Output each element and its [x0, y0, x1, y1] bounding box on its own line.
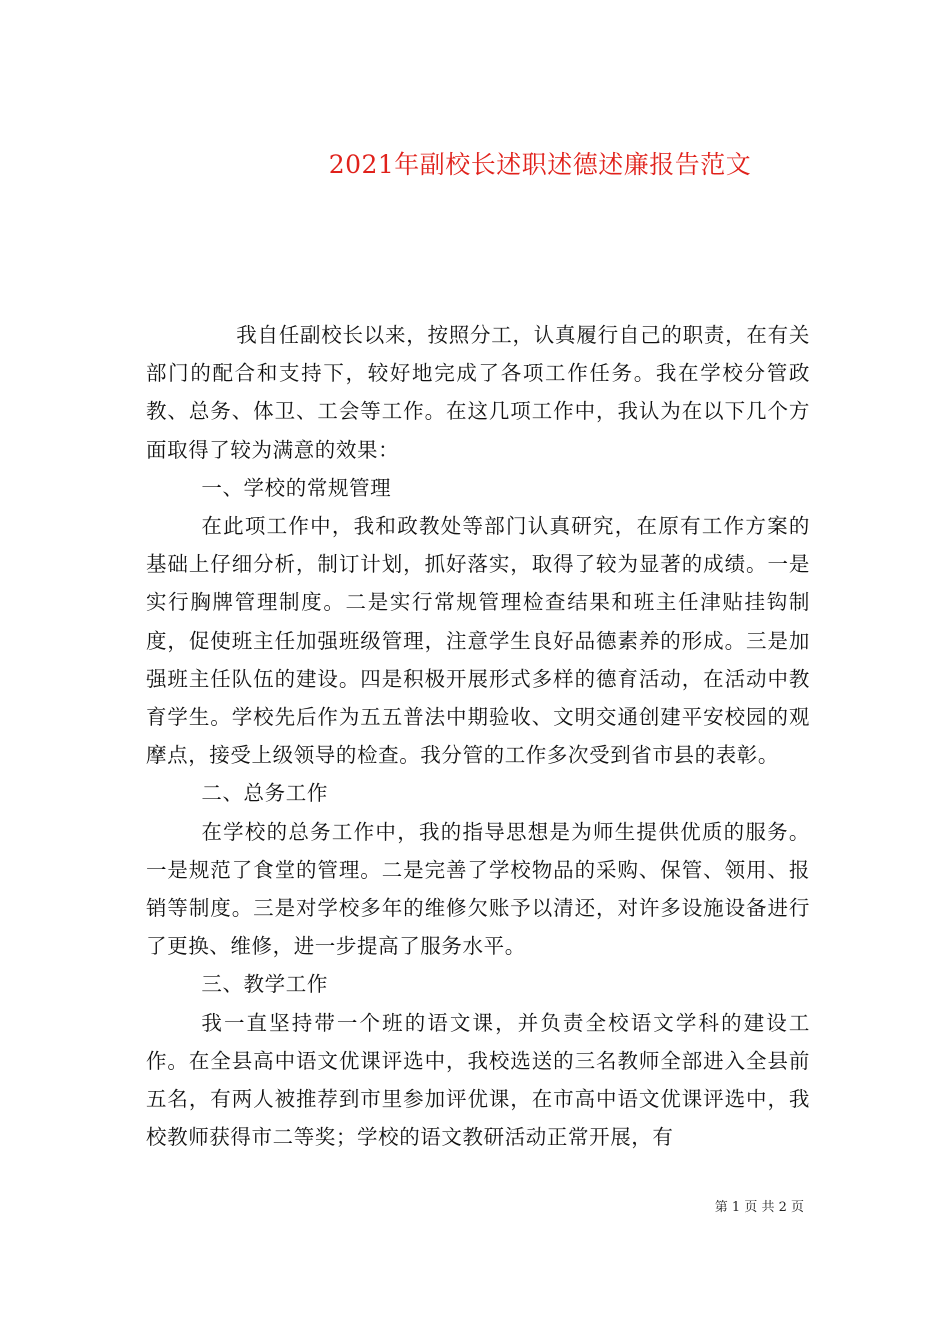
paragraph-general-affairs: 在学校的总务工作中，我的指导思想是为师生提供优质的服务。一是规范了食堂的管理。二是完善了学校物品的采购、保管、领用、报销等制度。三是对学校多年的维修欠账予以清还，对许多设施设备进行了更换、维修，进一步提高了服务水平。 — [146, 819, 810, 959]
section-heading-teaching: 三、教学工作 — [201, 972, 328, 997]
document-body — [146, 316, 810, 1156]
document-title: 2021年副校长述职述德述廉报告范文 — [328, 149, 752, 179]
intro-paragraph: 我自任副校长以来，按照分工，认真履行自己的职责，在有关部门的配合和支持下，较好地完成了各项工作任务。我在学校分管政教、总务、体卫、工会等工作。在这几项工作中，我认为在以下几个方面取得了较为满意的效果： — [146, 323, 810, 462]
page-number-footer: 第 1 页 共 2 页 — [714, 1200, 804, 1215]
paragraph-teaching: 我一直坚持带一个班的语文课，并负责全校语文学科的建设工作。在全县高中语文优课评选中，我校选送的三名教师全部进入全县前五名，有两人被推荐到市里参加评优课，在市高中语文优课评选中，我校教师获得市二等奖；学校的语文教研活动正常开展，有 — [146, 1010, 810, 1150]
section-heading-general-affairs: 二、总务工作 — [201, 781, 328, 806]
section-heading-routine-management: 一、学校的常规管理 — [201, 475, 392, 500]
paragraph-routine-management: 在此项工作中，我和政教处等部门认真研究，在原有工作方案的基础上仔细分析，制订计划，抓好落实，取得了较为显著的成绩。一是实行胸牌管理制度。二是实行常规管理检查结果和班主任津贴挂钩制度，促使班主任加强班级管理，注意学生良好品德素养的形成。三是加强班主任队伍的建设。四是积极开展形式多样的德育活动，在活动中教育学生。学校先后作为五五普法中期验收、文明交通创建平安校园的观摩点，接受上级领导的检查。我分管的工作多次受到省市县的表彰。 — [146, 514, 810, 768]
